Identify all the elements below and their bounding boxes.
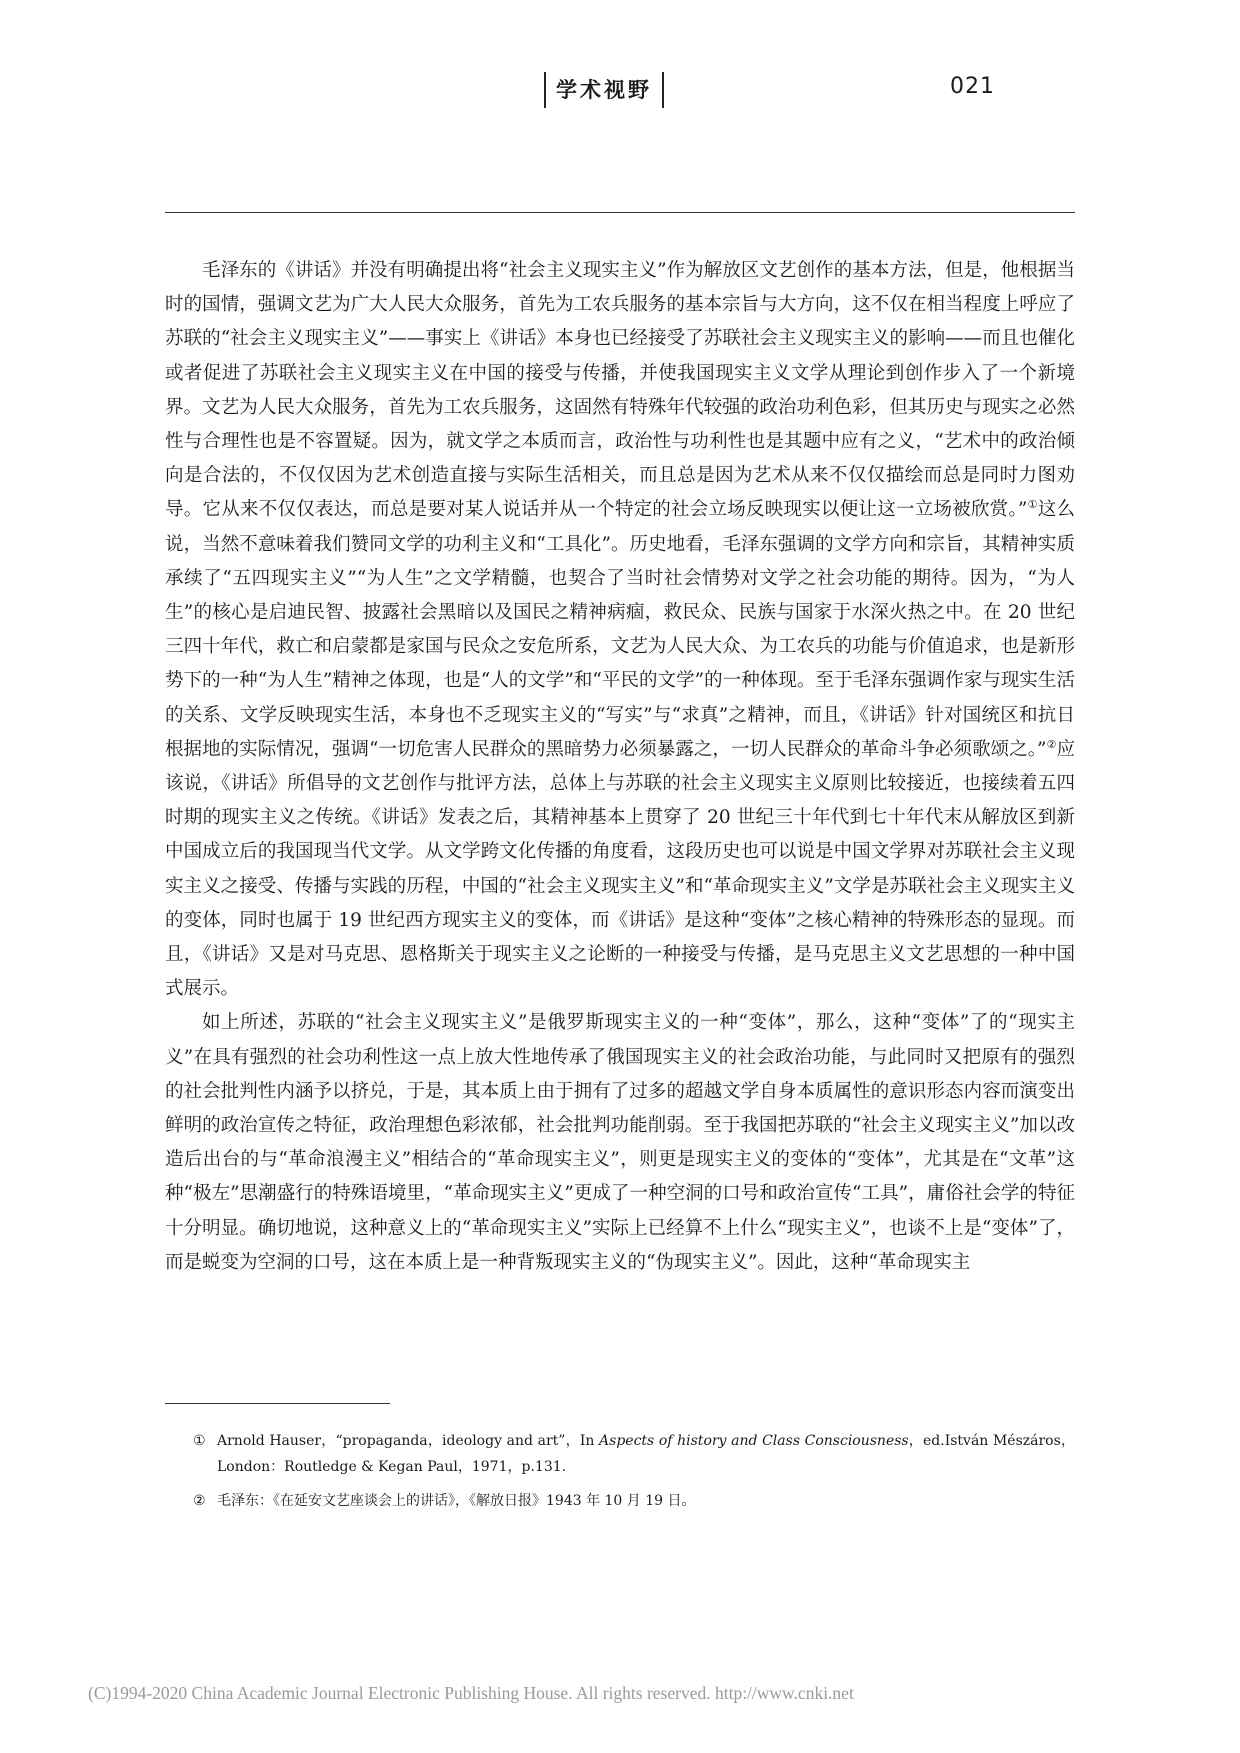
footnote-rule (165, 1403, 390, 1404)
paragraph-text: 应该说，《讲话》所倡导的文艺创作与批评方法，总体上与苏联的社会主义现实主义原则比较接近，也接续着五四时期的现实主义之传统。《讲话》发表之后，其精神基本上贯穿了 20 世纪三十年代到七十年代末从解放区到新中国成立后的我国现当代文学。从文学跨文化传播的角度看，这段历史也可以说是中国文学界对苏联社会主义现实主义之接受、传播与实践的历程，中国的“社会主义现实主义”和“革命现实主义”文学是苏联社会主义现实主义的变体，同时也属于 19 世纪西方现实主义的变体，而《讲话》是这种“变体”之核心精神的特殊形态的显现。而且，《讲话》又是对马克思、恩格斯关于现实主义之论断的一种接受与传播，是马克思主义文艺思想的一种中国式展示。 (165, 738, 1075, 1000)
header-rule (165, 212, 1075, 213)
footnote-ref[interactable]: ② (1046, 737, 1057, 751)
book-title: Aspects of history and Class Consciousness (599, 1433, 909, 1449)
paragraph-text: 毛泽东的《讲话》并没有明确提出将“社会主义现实主义”作为解放区文艺创作的基本方法，但是，他根据当时的国情，强调文艺为广大人民大众服务，首先为工农兵服务的基本宗旨与大方向，这不仅在相当程度上呼应了苏联的“社会主义现实主义”——事实上《讲话》本身也已经接受了苏联社会主义现实主义的影响——而且也催化或者促进了苏联社会主义现实主义在中国的接受与传播，并使我国现实主义文学从理论到创作步入了一个新境界。文艺为人民大众服务，首先为工农兵服务，这固然有特殊年代较强的政治功利色彩，但其历史与现实之必然性与合理性也是不容置疑。因为，就文学之本质而言，政治性与功利性也是其题中应有之义，“艺术中的政治倾向是合法的，不仅仅因为艺术创造直接与实际生活相关，而且总是因为艺术从来不仅仅描绘而总是同时力图劝导。它从来不仅仅表达，而总是要对某人说话并从一个特定的社会立场反映现实以便让这一立场被欣赏。” (165, 260, 1075, 521)
paragraph: 如上所述，苏联的“社会主义现实主义”是俄罗斯现实主义的一种“变体”，那么，这种“变体”了的“现实主义”在具有强烈的社会功利性这一点上放大性地传承了俄国现实主义的社会政治功能，与此同时又把原有的强烈的社会批判性内涵予以挤兑，于是，其本质上由于拥有了过多的超越文学自身本质属性的意识形态内容而演变出鲜明的政治宣传之特征，政治理想色彩浓郁，社会批判功能削弱。至于我国把苏联的“社会主义现实主义”加以改造后出台的与“革命浪漫主义”相结合的“革命现实主义”，则更是现实主义的变体的“变体”，尤其是在“文革”这种“极左”思潮盛行的特殊语境里，“革命现实主义”更成了一种空洞的口号和政治宣传“工具”，庸俗社会学的特征十分明显。确切地说，这种意义上的“革命现实主义”实际上已经算不上什么“现实主义”，也谈不上是“变体”了，而是蜕变为空洞的口号，这在本质上是一种背叛现实主义的“伪现实主义”。因此，这种“革命现实主 (165, 1012, 1075, 1273)
running-header (0, 66, 1240, 114)
paragraph-text: 这么说，当然不意味着我们赞同文学的功利主义和“工具化”。历史地看，毛泽东强调的文学方向和宗旨，其精神实质承续了“五四现实主义”“为人生”之文学精髓，也契合了当时社会情势对文学之社会功能的期待。因为，“为人生”的核心是启迪民智、披露社会黑暗以及国民之精神病痼，救民众、民族与国家于水深火热之中。在 20 世纪三四十年代，救亡和启蒙都是家国与民众之安危所系，文艺为人民大众、为工农兵的功能与价值追求，也是新形势下的一种“为人生”精神之体现，也是“人的文学”和“平民的文学”的一种体现。至于毛泽东强调作家与现实生活的关系、文学反映现实生活，本身也不乏现实主义的“写实”与“求真”之精神，而且，《讲话》针对国统区和抗日根据地的实际情况，强调“一切危害人民群众的黑暗势力必须暴露之，一切人民群众的革命斗争必须歌颂之。” (165, 499, 1075, 760)
footnote (165, 1428, 1075, 1480)
footnote-text (217, 1428, 1075, 1480)
footnotes (165, 1428, 1075, 1522)
copyright-notice: (C)1994-2020 China Academic Journal Electronic Publishing House. All rights reserved. http://www.cnki.net (88, 1683, 854, 1703)
section-title: 学术视野 (544, 72, 664, 108)
page-number: 021 (950, 74, 995, 99)
footnote-text-part: Arnold Hauser，“propaganda，ideology and art”，In (217, 1433, 600, 1449)
article-body (165, 254, 1075, 1280)
footnote-ref[interactable]: ① (1027, 498, 1038, 512)
footnote-mark: ① (193, 1433, 206, 1449)
footnote-text-part: ，ed.István Mészáros，London：Routledge & Kegan Paul，1971，p.131. (217, 1433, 1075, 1475)
paragraph (165, 254, 1075, 1006)
footnote-mark: ② (193, 1493, 206, 1509)
footnote-text: 毛泽东：《在延安文艺座谈会上的讲话》，《解放日报》1943 年 10 月 19 日。 (217, 1493, 696, 1509)
footnote (165, 1488, 1075, 1514)
